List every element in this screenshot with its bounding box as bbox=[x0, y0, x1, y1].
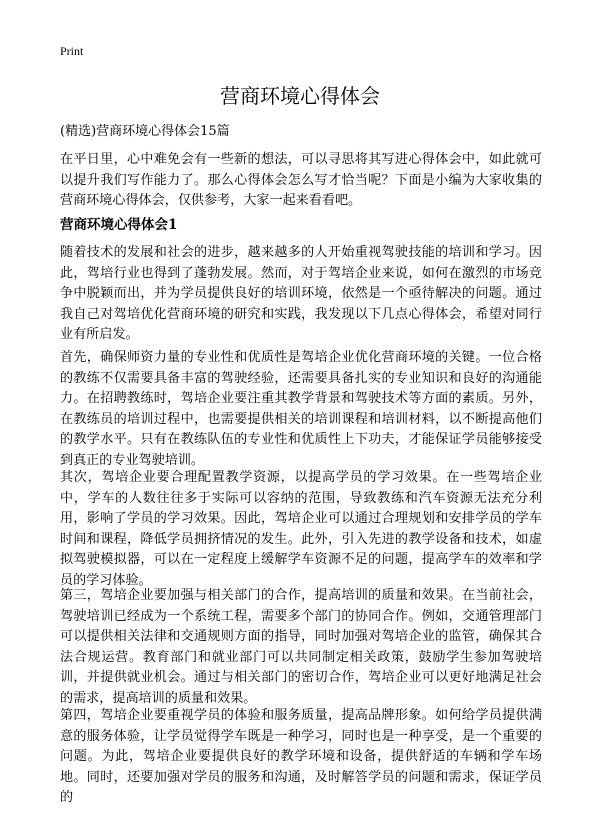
page-title: 营商环境心得体会 bbox=[220, 84, 380, 108]
body-paragraph-2: 首先，确保师资力量的专业性和优质性是驾培企业优化营商环境的关键。一位合格的教练不仅需要具备丰富的驾驶经验，还需要具备扎实的专业知识和良好的沟通能力。在招聘教练时，驾培企业要注重其教学背景和驾驶技术等方面的素质。另外，在教练员的培训过程中，也需要提供相关的培训课程和培训材料，以不断提高他们的教学水平。只有在教练队伍的专业性和优质性上下功夫，才能保证学员能够接受到真正的专业驾驶培训。 bbox=[60, 350, 542, 468]
print-link[interactable]: Print bbox=[60, 44, 84, 58]
body-paragraph-5: 第四，驾培企业要重视学员的体验和服务质量，提高品牌形象。如何给学员提供满意的服务体验，让学员觉得学车既是一种学习，同时也是一种享受，是一个重要的问题。为此，驾培企业要提供良好的教学环境和设备，提供舒适的车辆和学车场地。同时，还要加强对学员的服务和沟通，及时解答学员的问题和需求，保证学员的 bbox=[60, 708, 542, 805]
intro-paragraph: 在平日里，心中难免会有一些新的想法，可以寻思将其写进心得体会中，如此就可以提升我们写作能力了。那么心得体会怎么写才恰当呢？下面是小编为大家收集的营商环境心得体会，仅供参考，大家一起来看看吧。 bbox=[60, 152, 542, 208]
body-paragraph-1: 随着技术的发展和社会的进步，越来越多的人开始重视驾驶技能的培训和学习。因此，驾培行业也得到了蓬勃发展。然而，对于驾培企业来说，如何在激烈的市场竞争中脱颖而出，并为学员提供良好的培训环境，依然是一个亟待解决的问题。通过我自己对驾培优化营商环境的研究和实践，我发现以下几点心得体会，希望对同行业有所启发。 bbox=[60, 245, 542, 342]
body-paragraph-4: 第三，驾培企业要加强与相关部门的合作，提高培训的质量和效果。在当前社会，驾驶培训已经成为一个系统工程，需要多个部门的协同合作。例如，交通管理部门可以提供相关法律和交通规则方面的指导，同时加强对驾培企业的监管，确保其合法合规运营。教育部门和就业部门可以共同制定相关政策，鼓励学生参加驾驶培训，并提供就业机会。通过与相关部门的密切合作，驾培企业可以更好地满足社会的需求，提高培训的质量和效果。 bbox=[60, 588, 542, 706]
body-paragraph-3: 其次，驾培企业要合理配置教学资源，以提高学员的学习效果。在一些驾培企业中，学车的人数往往多于实际可以容纳的范围，导致教练和汽车资源无法充分利用，影响了学员的学习效果。因此，驾培企业可以通过合理规划和安排学员的学车时间和课程，降低学员拥挤情况的发生。此外，引入先进的教学设备和技术，如虚拟驾驶模拟器，可以在一定程度上缓解学车资源不足的问题，提高学车的效率和学员的学习体验。 bbox=[60, 470, 542, 588]
document-subtitle: (精选)营商环境心得体会15篇 bbox=[60, 124, 230, 139]
section-heading: 营商环境心得体会1 bbox=[60, 217, 178, 233]
